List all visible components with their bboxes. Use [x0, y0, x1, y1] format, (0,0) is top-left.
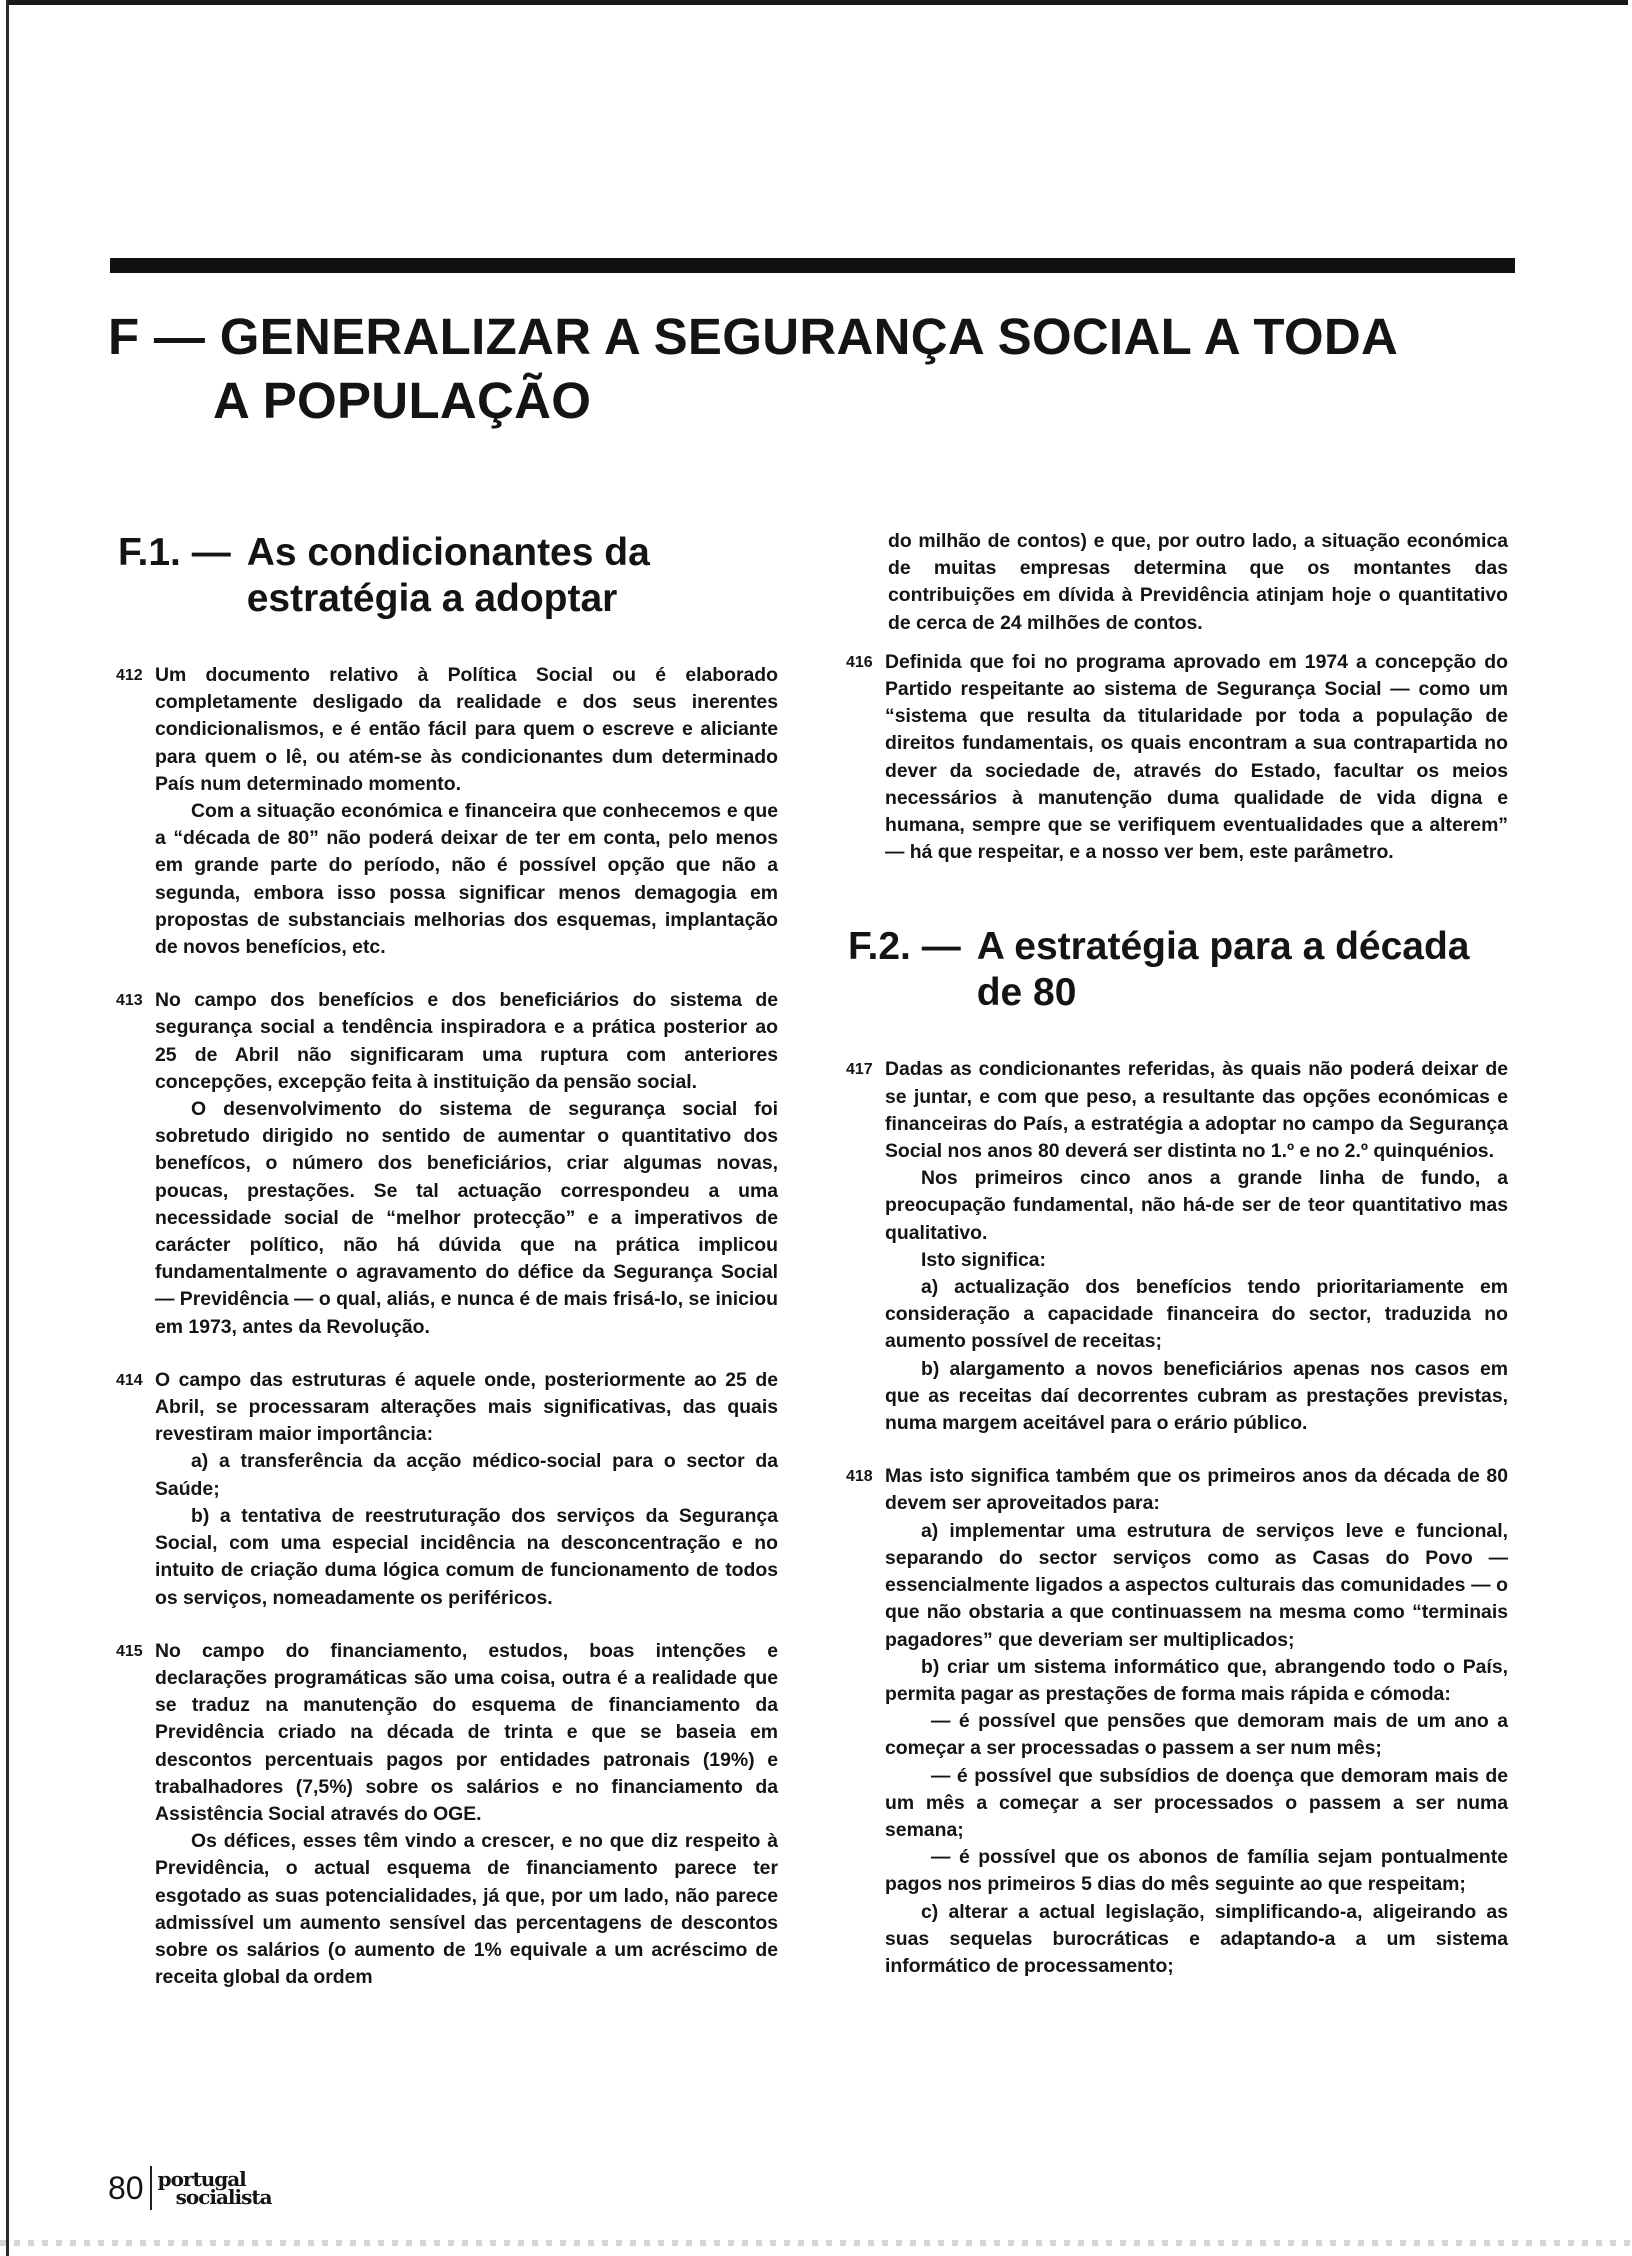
list-item: c) alterar a actual legislação, simplificando-a, aligeirando as suas sequelas burocráticas e adaptando-a a um sistema informático de processamento;: [885, 1900, 1508, 1977]
paragraph-text: No campo dos benefícios e dos beneficiários do sistema de segurança social a tendência inspiradora e a prática posterior ao 25 de Abril não significaram uma ruptura com anteriores concepções, excepção feita à instituição da pensão social.: [155, 989, 778, 1093]
paragraph-414: [118, 1367, 778, 1612]
paragraph-number: 414: [116, 1371, 143, 1389]
section-f2-title: A estratégia para a década de 80: [976, 925, 1470, 1015]
paragraph-text: No campo do financiamento, estudos, boas intenções e declarações programáticas são uma coisa, outra é a realidade que se traduz na manutenção do esquema de financiamento da Previdência criado na década de trinta e que se baseia em descontos percentuais pagos por entidades patronais (19%) e trabalhadores (7,5%) sobre os salários e no financiamento da Assistência Social através do OGE.: [155, 1639, 778, 1825]
paragraph-text: Dadas as condicionantes referidas, às quais não poderá deixar de se juntar, e com que peso, a resultante das opções económicas e financeiras do País, a estratégia a adoptar no campo da Segurança Social nos anos 80 deverá ser distinta no 1.º e no 2.º quinquénios.: [885, 1058, 1508, 1163]
list-item: b) criar um sistema informático que, abrangendo todo o País, permita pagar as prestações de forma mais rápida e cómoda:: [885, 1655, 1508, 1705]
paragraph-number: 417: [846, 1061, 873, 1079]
right-column: [848, 528, 1508, 2006]
list-item: b) alargamento a novos beneficiários apenas nos casos em que as receitas daí decorrentes cubram as prestações previstas, numa margem aceitável para o erário público.: [885, 1357, 1508, 1435]
paragraph-text: Mas isto significa também que os primeiros anos da década de 80 devem ser aproveitados para:: [885, 1465, 1508, 1515]
dash-item: — é possível que subsídios de doença que demoram mais de um mês a começar a ser processados o passem a ser numa semana;: [885, 1764, 1508, 1841]
paragraph-text: Nos primeiros cinco anos a grande linha de fundo, a preocupação fundamental, não há-de ser de teor quantitativo mas qualitativo.: [885, 1167, 1508, 1244]
list-item: a) actualização dos benefícios tendo prioritariamente em consideração a capacidade financeira do sector, traduzida no aumento possível de receitas;: [885, 1276, 1508, 1353]
paragraph-418: [848, 1463, 1508, 1980]
paragraph-text: Um documento relativo à Política Social ou é elaborado completamente desligado da realidade e dos seus inerentes condicionalismos, e é então fácil para quem o escreve e aliciante para quem o lê, ou atém-se às condicionantes dum determinado País num determinado momento.: [155, 664, 778, 795]
section-f2-heading: [848, 924, 1508, 1016]
paragraph-number: 415: [116, 1642, 143, 1660]
section-f2-number: F.2. —: [848, 925, 961, 969]
section-f1-heading: [118, 530, 778, 622]
main-title-line-2: A POPULAÇÃO: [213, 372, 592, 429]
list-item: a) a transferência da acção médico-social para o sector da Saúde;: [155, 1450, 778, 1500]
paragraph-text: O desenvolvimento do sistema de segurança social foi sobretudo dirigido no sentido de aumentar o quantitativo dos benefícos, o número dos beneficiários, criar algumas novas, poucas, prestações. Se tal actuação correspondeu a uma necessidade social de “melhor protecção” e a imperativos de carácter político, não há dúvida que na prática implicou fundamentalmente o agravamento do défice da Segurança Social — Previdência — o qual, aliás, e nunca é de mais frisá-lo, se iniciou em 1973, antes da Revolução.: [155, 1098, 778, 1338]
paragraph-number: 412: [116, 667, 143, 684]
paragraph-417: [848, 1056, 1508, 1437]
main-title: [108, 305, 1528, 433]
paragraph-text: Com a situação económica e financeira que conhecemos e que a “década de 80” não poderá deixar de ter em conta, pelo menos em grande parte do período, não é possível opção que não a segunda, embora isso possa significar menos demagogia em propostas de substanciais melhorias dos esquemas, implantação de novos benefícios, etc.: [155, 800, 778, 959]
paragraph-number: 413: [116, 992, 143, 1010]
section-f1-title: As condicionantes da estratégia a adoptar: [246, 531, 650, 620]
top-edge-rule: [8, 0, 1628, 5]
logo-line-1: portugal: [157, 2167, 246, 2191]
header-rule: [110, 258, 1515, 273]
paragraph-text: Os défices, esses têm vindo a crescer, e no que diz respeito à Previdência, o actual esquema de financiamento parece ter esgotado as suas potencialidades, já que, por um lado, não parece admissível um aumento sensível das percentagens de descontos sobre os salários (o aumento de 1% equivale a um acréscimo de receita global da ordem: [155, 1830, 778, 1989]
page-footer: [108, 2158, 272, 2218]
paragraph-416: [848, 649, 1508, 867]
logo-line-2: socialista: [175, 2185, 272, 2209]
section-f1-number: F.1. —: [118, 531, 231, 574]
list-item: b) a tentativa de reestruturação dos serviços da Segurança Social, com uma especial incidência na desconcentração e no intuito de criação duma lógica comum de funcionamento de todos os serviços, nomeadamente os periféricos.: [155, 1504, 778, 1609]
paragraph-number: 418: [846, 1468, 873, 1486]
paragraph-415-continued: [848, 528, 1508, 637]
paragraph-text: Isto significa:: [921, 1248, 1046, 1271]
publication-logo: [152, 2167, 272, 2209]
paragraph-415: [118, 1638, 778, 1992]
left-edge-rule: [6, 0, 9, 2256]
paragraph-text: Definida que foi no programa aprovado em 1974 a concepção do Partido respeitante ao sistema de Segurança Social — como um “sistema que resulta da titularidade por toda a população de direitos fundamentais, os quais encontram a sua contrapartida no dever da sociedade de, através do Estado, facultar os meios necessários à manutenção duma qualidade de vida digna e humana, sempre que se verifiquem eventualidades que a alterem” — há que respeitar, e a nosso ver bem, este parâmetro.: [885, 650, 1508, 864]
dash-item: — é possível que os abonos de família sejam pontualmente pagos nos primeiros 5 dias do mês seguinte ao que respeitam;: [885, 1846, 1508, 1896]
bottom-scan-edge: [0, 2240, 1632, 2246]
paragraph-412: [118, 662, 778, 961]
paragraph-413: [118, 987, 778, 1341]
dash-item: — é possível que pensões que demoram mais de um ano a começar a ser processadas o passem a ser num mês;: [885, 1710, 1508, 1760]
paragraph-text: do milhão de contos) e que, por outro lado, a situação económica de muitas empresas determina que os montantes das contribuições em dívida à Previdência atinjam hoje o quantitativo de cerca de 24 milhões de contos.: [888, 530, 1508, 634]
page-number: 80: [108, 2166, 152, 2210]
left-column: [118, 530, 778, 2017]
paragraph-text: O campo das estruturas é aquele onde, posteriormente ao 25 de Abril, se processaram alterações mais significativas, das quais revestiram maior importância:: [155, 1368, 778, 1446]
list-item: a) implementar uma estrutura de serviços leve e funcional, separando do sector serviços como as Casas do Povo — essencialmente ligados a aspectos culturais das comunidades — o que não obstaria a que continuassem na mesma como “terminais pagadores” que deveriam ser multiplicados;: [885, 1519, 1508, 1651]
paragraph-number: 416: [846, 653, 873, 671]
main-title-line-1: F — GENERALIZAR A SEGURANÇA SOCIAL A TODA: [108, 308, 1399, 365]
